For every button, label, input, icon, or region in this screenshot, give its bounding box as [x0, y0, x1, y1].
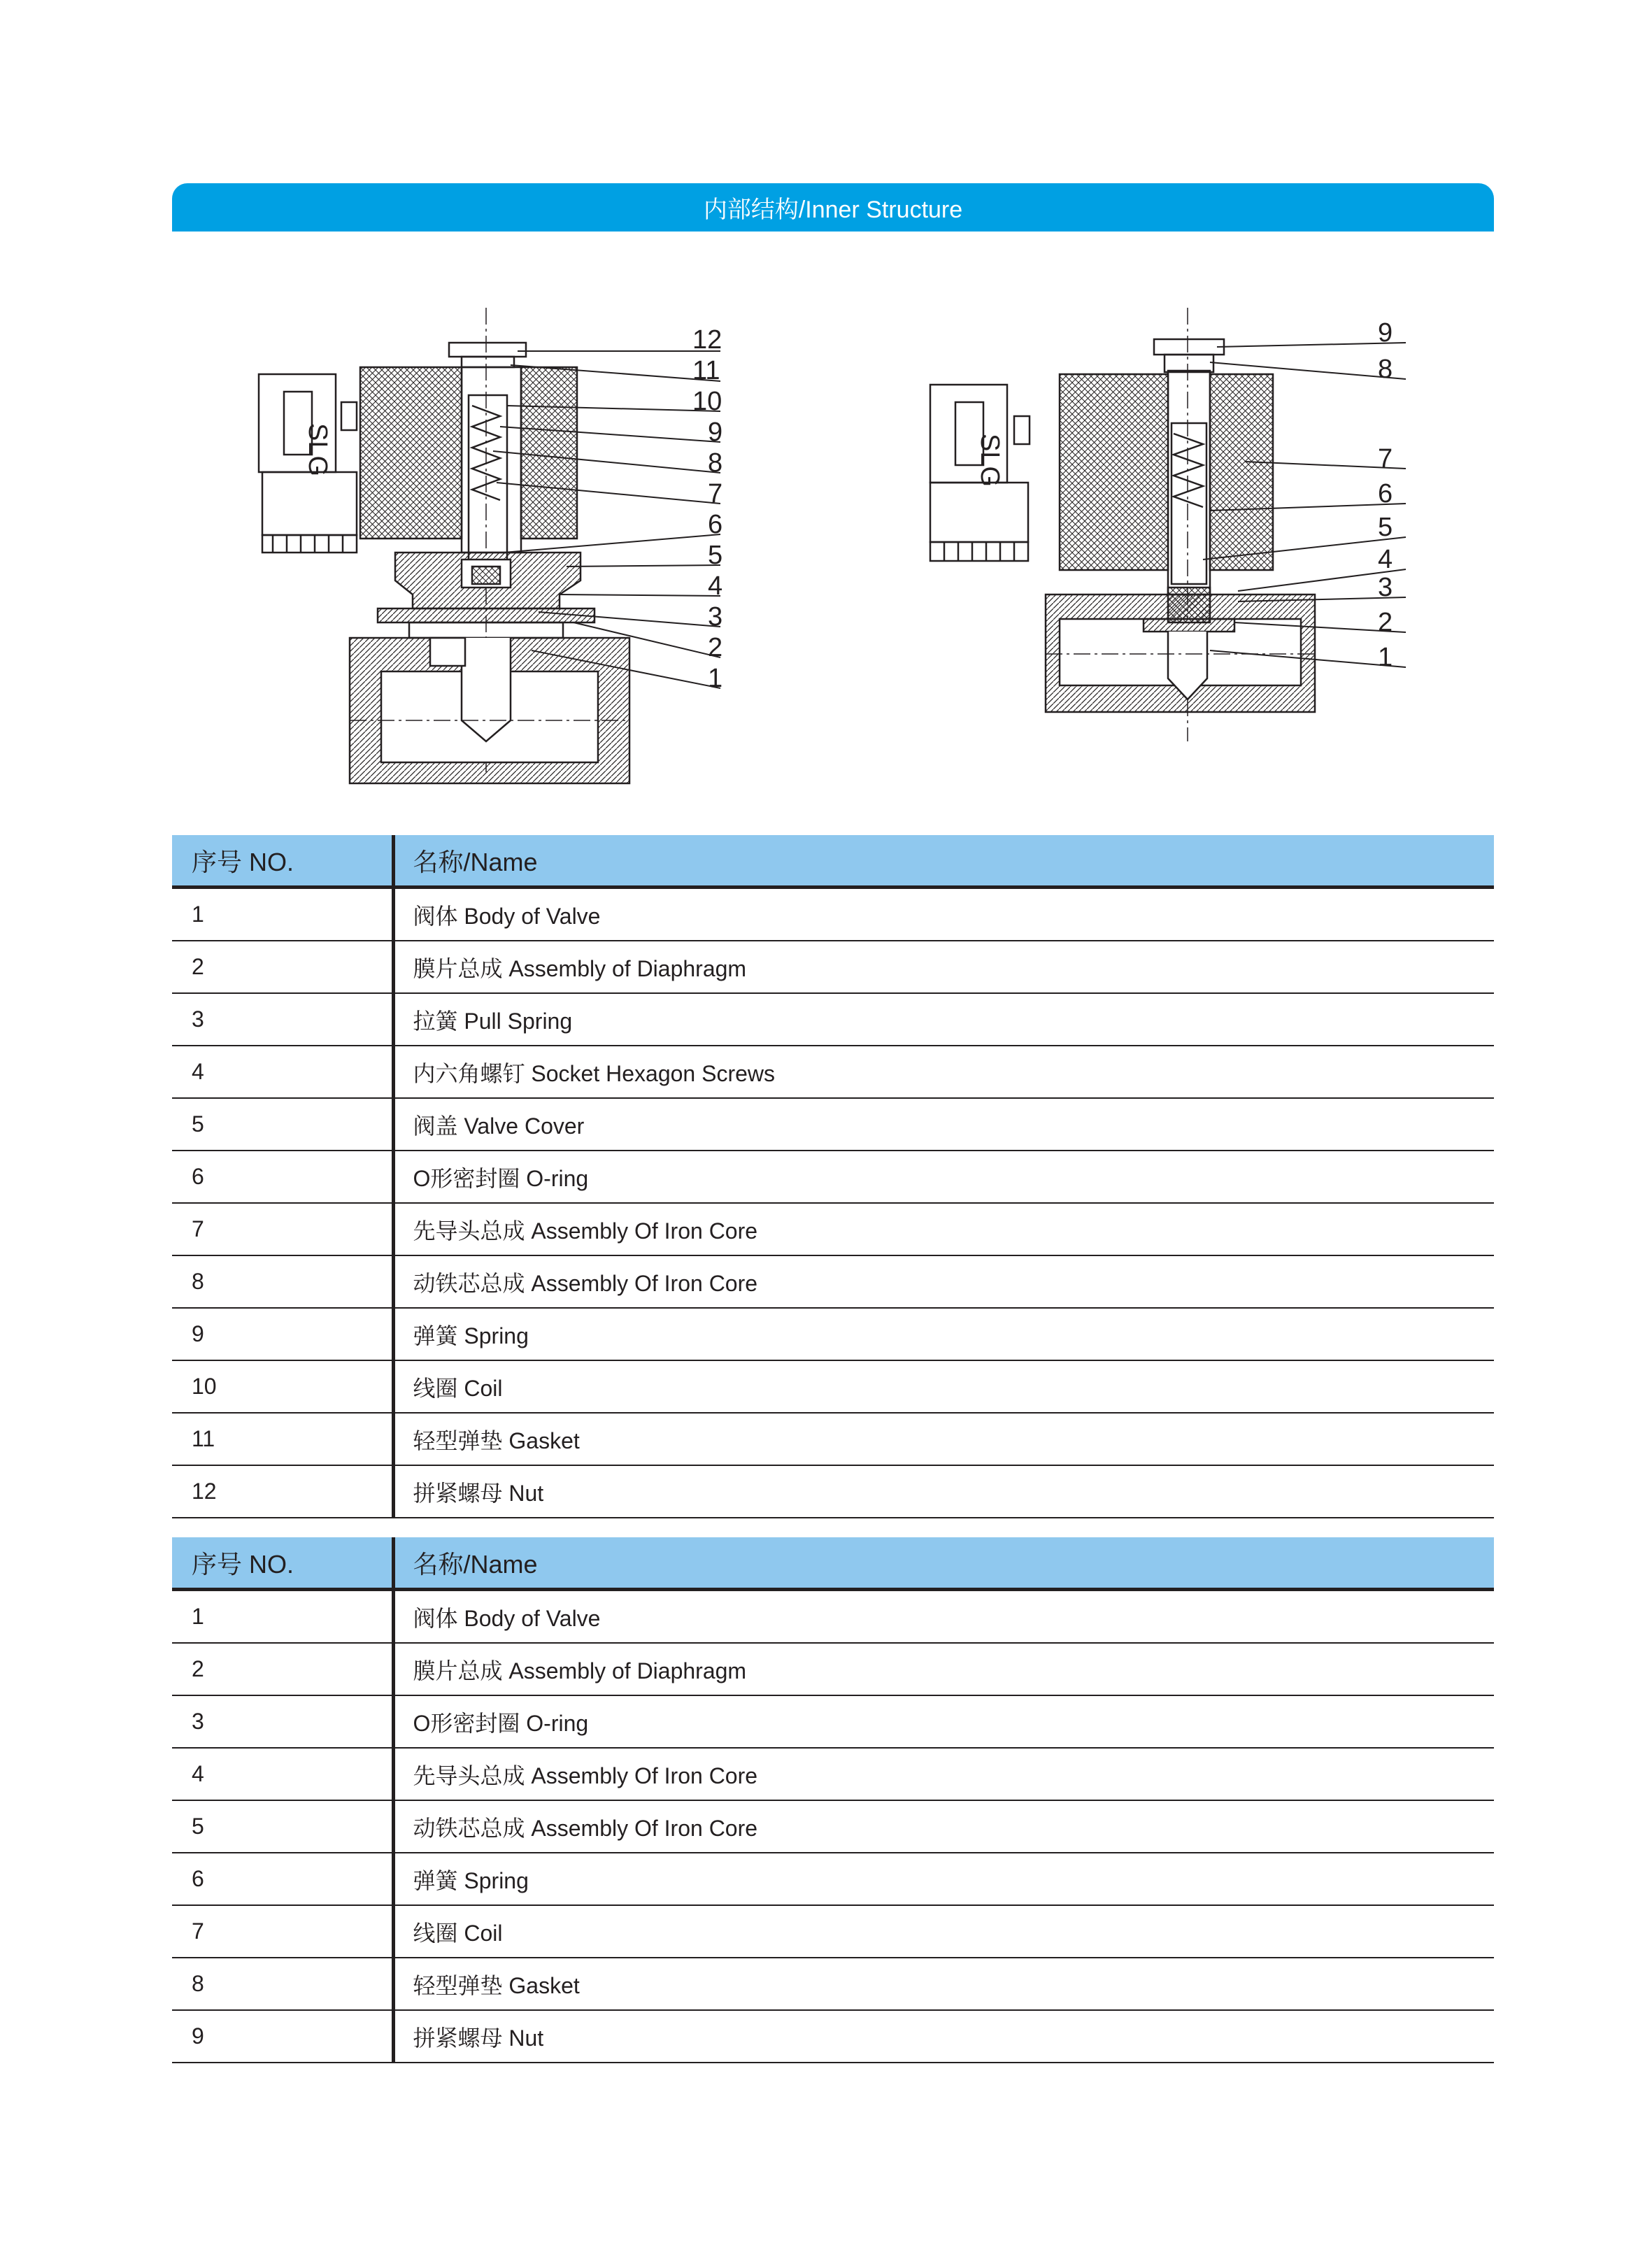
valve-drawing-2-svg — [902, 301, 1434, 748]
row-no: 1 — [172, 1590, 393, 1644]
row-no: 3 — [172, 1695, 393, 1748]
coil-brand-label: SLG — [975, 434, 1004, 487]
valve-drawing-1-svg — [231, 301, 762, 790]
row-no: 10 — [172, 1360, 393, 1413]
coil-housing-left — [360, 367, 462, 539]
callout-9: 9 — [1378, 318, 1393, 348]
table-row — [172, 1853, 1494, 1905]
row-no: 7 — [172, 1203, 393, 1255]
row-name: 动铁芯总成 Assembly Of Iron Core — [393, 1800, 1494, 1853]
row-no: 1 — [172, 888, 393, 941]
row-no: 8 — [172, 1255, 393, 1308]
row-no: 7 — [172, 1905, 393, 1958]
coil-housing-left — [1060, 374, 1168, 570]
row-no: 3 — [172, 993, 393, 1046]
table-row — [172, 1695, 1494, 1748]
row-no: 12 — [172, 1465, 393, 1518]
row-no: 8 — [172, 1958, 393, 2010]
row-name: 线圈 Coil — [393, 1360, 1494, 1413]
table-row — [172, 1958, 1494, 2010]
header-name: 名称/Name — [393, 835, 1494, 888]
callout-2: 2 — [1378, 608, 1393, 637]
callout-4: 4 — [708, 571, 723, 601]
table-row — [172, 1308, 1494, 1360]
section-title: 内部结构/Inner Structure — [703, 197, 963, 223]
callout-1: 1 — [708, 664, 723, 693]
row-name: 轻型弹垫 Gasket — [393, 1958, 1494, 2010]
table-row — [172, 1360, 1494, 1413]
row-no: 5 — [172, 1800, 393, 1853]
callout-7: 7 — [708, 479, 723, 508]
row-name: 弹簧 Spring — [393, 1853, 1494, 1905]
row-name: 阀盖 Valve Cover — [393, 1098, 1494, 1151]
callout-8: 8 — [708, 448, 723, 478]
row-no: 11 — [172, 1413, 393, 1465]
callout-11: 11 — [692, 356, 720, 385]
table-row — [172, 888, 1494, 941]
row-name: O形密封圈 O-ring — [393, 1695, 1494, 1748]
row-name: 拼紧螺母 Nut — [393, 2010, 1494, 2063]
table-row — [172, 1590, 1494, 1644]
header-name: 名称/Name — [393, 1537, 1494, 1590]
row-no: 4 — [172, 1748, 393, 1800]
row-name: O形密封圈 O-ring — [393, 1151, 1494, 1203]
header-no: 序号 NO. — [172, 835, 393, 888]
callout-3: 3 — [708, 602, 723, 632]
row-name: 阀体 Body of Valve — [393, 1590, 1494, 1644]
valve-drawing-2 — [902, 301, 1434, 748]
row-name: 阀体 Body of Valve — [393, 888, 1494, 941]
valve-drawing-1 — [231, 301, 762, 790]
callout-5: 5 — [1378, 513, 1393, 542]
table-row — [172, 1413, 1494, 1465]
parts-table-2 — [172, 1537, 1494, 2063]
row-no: 9 — [172, 2010, 393, 2063]
row-no: 2 — [172, 941, 393, 993]
callout-3: 3 — [1378, 573, 1393, 602]
drawing-2-callouts — [1378, 318, 1393, 672]
callout-2: 2 — [708, 633, 723, 662]
table-header-row — [172, 1537, 1494, 1590]
table-row — [172, 1098, 1494, 1151]
callout-12: 12 — [692, 325, 722, 355]
callout-8: 8 — [1378, 355, 1393, 384]
callout-4: 4 — [1378, 545, 1393, 574]
coil-housing-right — [1210, 374, 1273, 570]
coil-brand-label: SLG — [303, 423, 332, 477]
row-name: 拉簧 Pull Spring — [393, 993, 1494, 1046]
row-no: 6 — [172, 1853, 393, 1905]
table-header-row — [172, 835, 1494, 888]
header-no: 序号 NO. — [172, 1537, 393, 1590]
callout-7: 7 — [1378, 444, 1393, 474]
drawing-1-callouts — [692, 325, 722, 693]
callout-9: 9 — [708, 418, 723, 447]
row-no: 9 — [172, 1308, 393, 1360]
coil-housing-right — [521, 367, 577, 539]
table-row — [172, 941, 1494, 993]
table-row — [172, 1255, 1494, 1308]
table-row — [172, 1151, 1494, 1203]
table-row — [172, 1465, 1494, 1518]
row-name: 内六角螺钉 Socket Hexagon Screws — [393, 1046, 1494, 1098]
table-row — [172, 1905, 1494, 1958]
table-row — [172, 2010, 1494, 2063]
row-no: 5 — [172, 1098, 393, 1151]
table-row — [172, 1643, 1494, 1695]
table-row — [172, 1203, 1494, 1255]
row-name: 拼紧螺母 Nut — [393, 1465, 1494, 1518]
row-name: 先导头总成 Assembly Of Iron Core — [393, 1748, 1494, 1800]
row-name: 轻型弹垫 Gasket — [393, 1413, 1494, 1465]
callout-6: 6 — [708, 510, 723, 539]
row-name: 线圈 Coil — [393, 1905, 1494, 1958]
table-row — [172, 993, 1494, 1046]
row-no: 2 — [172, 1643, 393, 1695]
parts-table-1 — [172, 835, 1494, 1518]
callout-5: 5 — [708, 541, 723, 570]
section-banner — [172, 183, 1494, 232]
row-name: 弹簧 Spring — [393, 1308, 1494, 1360]
row-name: 先导头总成 Assembly Of Iron Core — [393, 1203, 1494, 1255]
row-name: 膜片总成 Assembly of Diaphragm — [393, 1643, 1494, 1695]
table-row — [172, 1046, 1494, 1098]
table-row — [172, 1800, 1494, 1853]
table-row — [172, 1748, 1494, 1800]
callout-6: 6 — [1378, 479, 1393, 508]
row-no: 6 — [172, 1151, 393, 1203]
callout-1: 1 — [1378, 643, 1393, 672]
row-name: 动铁芯总成 Assembly Of Iron Core — [393, 1255, 1494, 1308]
row-name: 膜片总成 Assembly of Diaphragm — [393, 941, 1494, 993]
row-no: 4 — [172, 1046, 393, 1098]
callout-10: 10 — [692, 387, 722, 416]
